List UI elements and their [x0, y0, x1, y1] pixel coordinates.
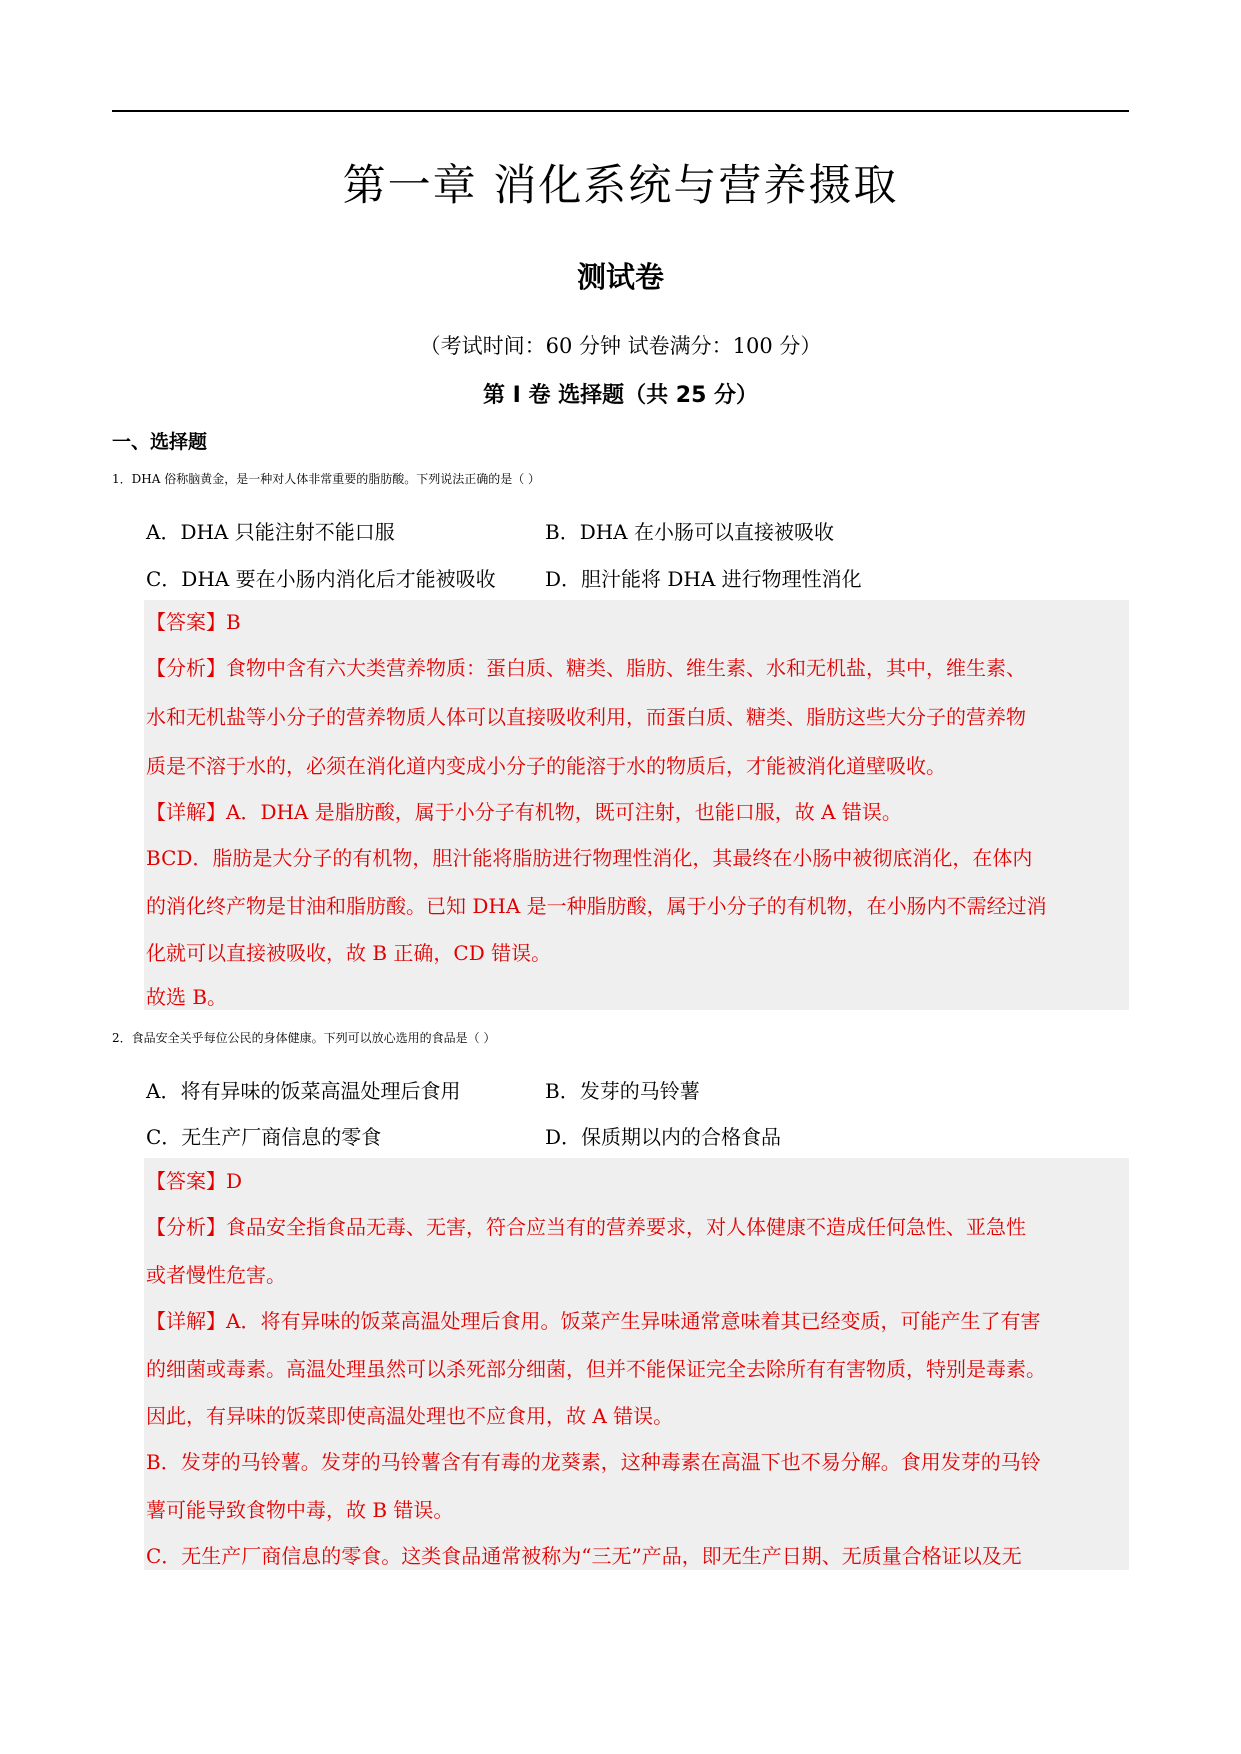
question-1-conclusion: 故选 B。: [146, 985, 228, 1009]
question-1-option-d: D．胆汁能将 DHA 进行物理性消化: [545, 567, 862, 591]
question-2-option-c: C．无生产厂商信息的零食: [146, 1125, 382, 1149]
question-1-analysis-line-3: 质是不溶于水的，必须在消化道内变成小分子的能溶于水的物质后，才能被消化道壁吸收。: [146, 754, 946, 778]
question-2-detail-a-line-3: 因此，有异味的饭菜即使高温处理也不应食用，故 A 错误。: [146, 1404, 674, 1428]
question-1-option-a: A．DHA 只能注射不能口服: [146, 520, 395, 544]
page-subtitle: 测试卷: [576, 260, 664, 294]
part-title: 第 I 卷 选择题（共 25 分）: [482, 383, 759, 408]
exam-info: （考试时间：60 分钟 试卷满分：100 分）: [419, 334, 822, 358]
question-2-stem: 2．食品安全关乎每位公民的身体健康。下列可以放心选用的食品是（ ）: [112, 1031, 496, 1045]
question-2-detail-a-line-2: 的细菌或毒素。高温处理虽然可以杀死部分细菌，但并不能保证完全去除所有有害物质，特别是毒素。: [146, 1357, 1046, 1381]
question-1-answer: 【答案】B: [146, 610, 241, 634]
page-title: 第一章 消化系统与营养摄取: [342, 161, 899, 211]
question-1-analysis-line-1: 【分析】食物中含有六大类营养物质：蛋白质、糖类、脂肪、维生素、水和无机盐，其中，维生素、: [146, 656, 1026, 680]
question-2-detail-b-line-2: 薯可能导致食物中毒，故 B 错误。: [146, 1498, 454, 1522]
question-2-answer: 【答案】D: [146, 1169, 243, 1193]
question-2-detail-a-line-1: 【详解】A．将有异味的饭菜高温处理后食用。饭菜产生异味通常意味着其已经变质，可能产生了有害: [146, 1309, 1041, 1333]
question-1-option-b: B．DHA 在小肠可以直接被吸收: [545, 520, 834, 544]
section-title: 一、选择题: [112, 431, 208, 453]
question-2-option-a: A．将有异味的饭菜高温处理后食用: [146, 1079, 461, 1103]
question-2-detail-c-line-1: C．无生产厂商信息的零食。这类食品通常被称为“三无”产品，即无生产日期、无质量合格证以及无: [146, 1544, 1022, 1568]
question-2-option-b: B．发芽的马铃薯: [545, 1079, 700, 1103]
question-2-analysis-line-1: 【分析】食品安全指食品无毒、无害，符合应当有的营养要求，对人体健康不造成任何急性、亚急性: [146, 1215, 1026, 1239]
question-2-detail-b-line-1: B．发芽的马铃薯。发芽的马铃薯含有有毒的龙葵素，这种毒素在高温下也不易分解。食用发芽的马铃: [146, 1450, 1041, 1474]
question-1-stem: 1．DHA 俗称脑黄金，是一种对人体非常重要的脂肪酸。下列说法正确的是（ ）: [112, 472, 541, 486]
question-1-detail-line-1: 【详解】A．DHA 是脂肪酸，属于小分子有机物，既可注射，也能口服，故 A 错误。: [146, 800, 902, 824]
question-2-analysis-line-2: 或者慢性危害。: [146, 1263, 286, 1287]
question-1-detail-line-4: 化就可以直接被吸收，故 B 正确，CD 错误。: [146, 941, 552, 965]
question-1-detail-line-3: 的消化终产物是甘油和脂肪酸。已知 DHA 是一种脂肪酸，属于小分子的有机物，在小肠内不需经过消: [146, 894, 1047, 918]
question-1-option-c: C．DHA 要在小肠内消化后才能被吸收: [146, 567, 496, 591]
header-rule: [112, 110, 1129, 112]
question-1-detail-line-2: BCD．脂肪是大分子的有机物，胆汁能将脂肪进行物理性消化，其最终在小肠中被彻底消化，在体内: [146, 846, 1033, 870]
question-2-option-d: D．保质期以内的合格食品: [545, 1125, 782, 1149]
question-1-analysis-line-2: 水和无机盐等小分子的营养物质人体可以直接吸收利用，而蛋白质、糖类、脂肪这些大分子的营养物: [146, 705, 1026, 729]
